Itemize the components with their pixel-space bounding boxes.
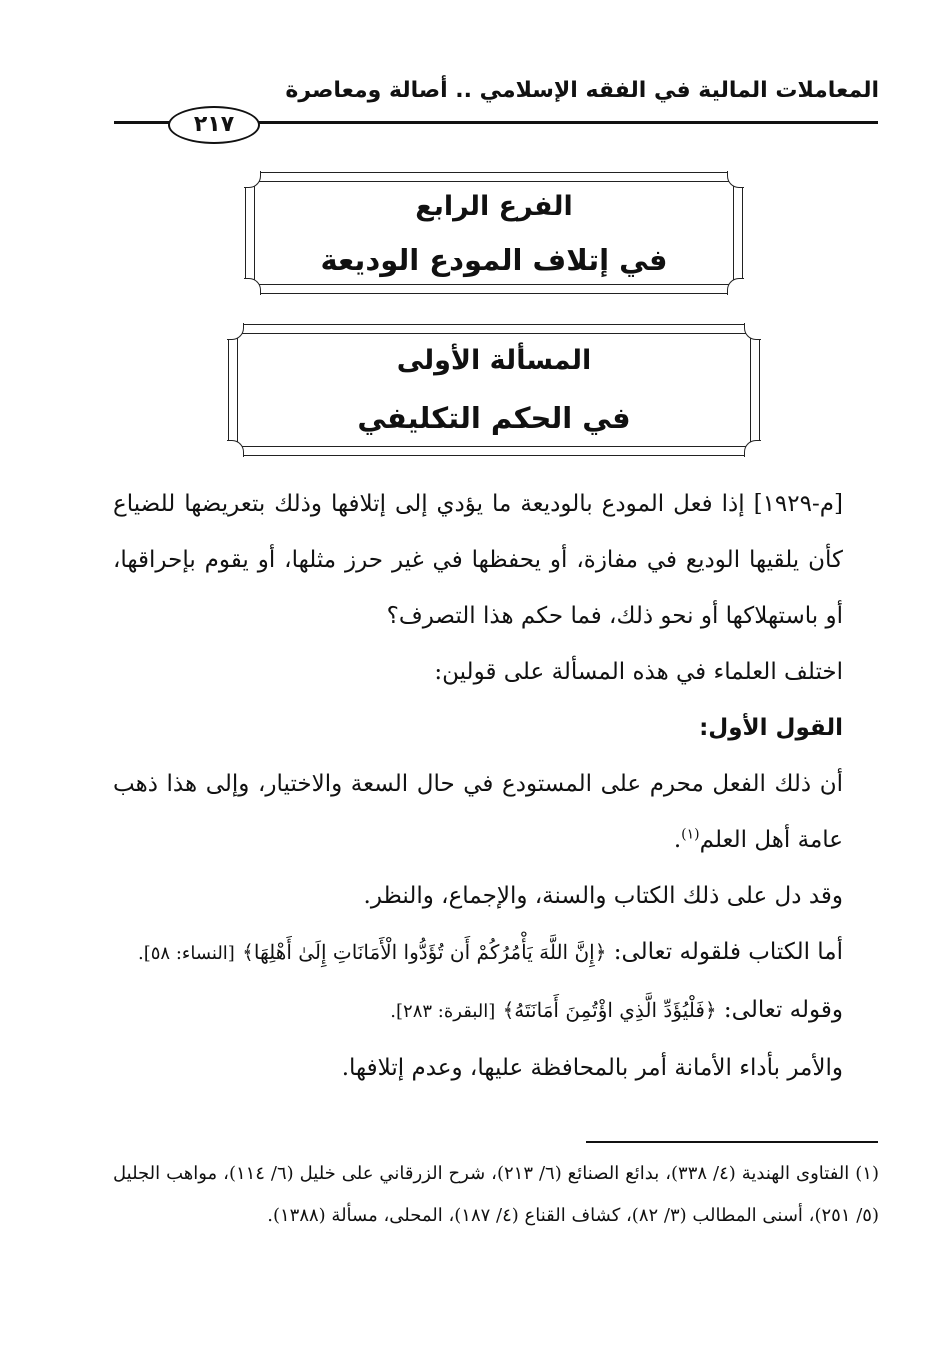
section-title-line1: الفرع الرابع [415,191,573,222]
footnotes [113,1153,879,1237]
quran-ref-1: [النساء: ٥٨]. [138,943,235,964]
running-header: المعاملات المالية في الفقه الإسلامي .. أصالة ومعاصرة [285,78,879,103]
body-text [113,476,879,1096]
section-title-line2: في إتلاف المودع الوديعة [320,243,668,277]
box-corner [744,440,761,457]
issue-title-box [228,324,760,456]
footnote-1: (١) الفتاوى الهندية (٤/ ٣٣٨)، بدائع الصنائع (٦/ ٢١٣)، شرح الزرقاني على خليل (٦/ ١١٤)، مواهب الجليل (٥/ ٢٥١)، أسنى المطالب (٣/ ٨٢)، كشاف القناع (٤/ ١٨٧)، المحلى، مسألة (١٣٨٨). [113,1163,879,1226]
issue-title-line2: في الحكم التكليفي [357,401,631,435]
paragraph-issue-statement: [م-١٩٢٩] إذا فعل المودع بالوديعة ما يؤدي إلى إتلافها وذلك بتعريضها للضياع كأن يلقيها الوديع في مفازة، أو يحفظها في غير حرز مثلها، أو يقوم بإحراقها، أو باستهلاكها أو نحو ذلك، فما حكم هذا التصرف؟ [113,491,843,629]
issue-title-line1: المسألة الأولى [396,345,592,376]
paragraph-quran-1 [113,924,879,982]
section-title-box [245,172,743,294]
quran-ref-2: [البقرة: ٢٨٣]. [390,1001,496,1022]
box-corner [727,278,744,295]
paragraph-first-opinion [113,756,879,868]
quran-2-lead: وقوله تعالى: [723,997,843,1023]
paragraph-quran-2 [113,982,879,1040]
quran-verse-2: ﴿فَلْيُؤَدِّ الَّذِي اؤْتُمِنَ أَمَانَتَهُ﴾ [502,998,717,1022]
first-opinion-text: أن ذلك الفعل محرم على المستودع في حال السعة والاختيار، وإلى هذا ذهب عامة أهل العلم [113,771,843,853]
first-opinion-heading: القول الأول: [699,715,843,741]
paragraph-evidence: وقد دل على ذلك الكتاب والسنة، والإجماع، والنظر. [363,883,843,909]
quran-1-lead: أما الكتاب فلقوله تعالى: [613,939,843,965]
paragraph-disagreement: اختلف العلماء في هذه المسألة على قولين: [434,659,843,685]
page-number: ٢١٧ [168,106,260,144]
paragraph-conclusion: والأمر بأداء الأمانة أمر بالمحافظة عليها، وعدم إتلافها. [341,1055,843,1081]
footnote-rule [586,1141,878,1143]
quran-verse-1: ﴿إِنَّ اللَّهَ يَأْمُرُكُمْ أَن تُؤَدُّوا الْأَمَانَاتِ إِلَىٰ أَهْلِهَا﴾ [242,940,607,964]
footnote-mark[interactable]: (١) [681,826,700,843]
sentence-end: . [673,827,682,853]
